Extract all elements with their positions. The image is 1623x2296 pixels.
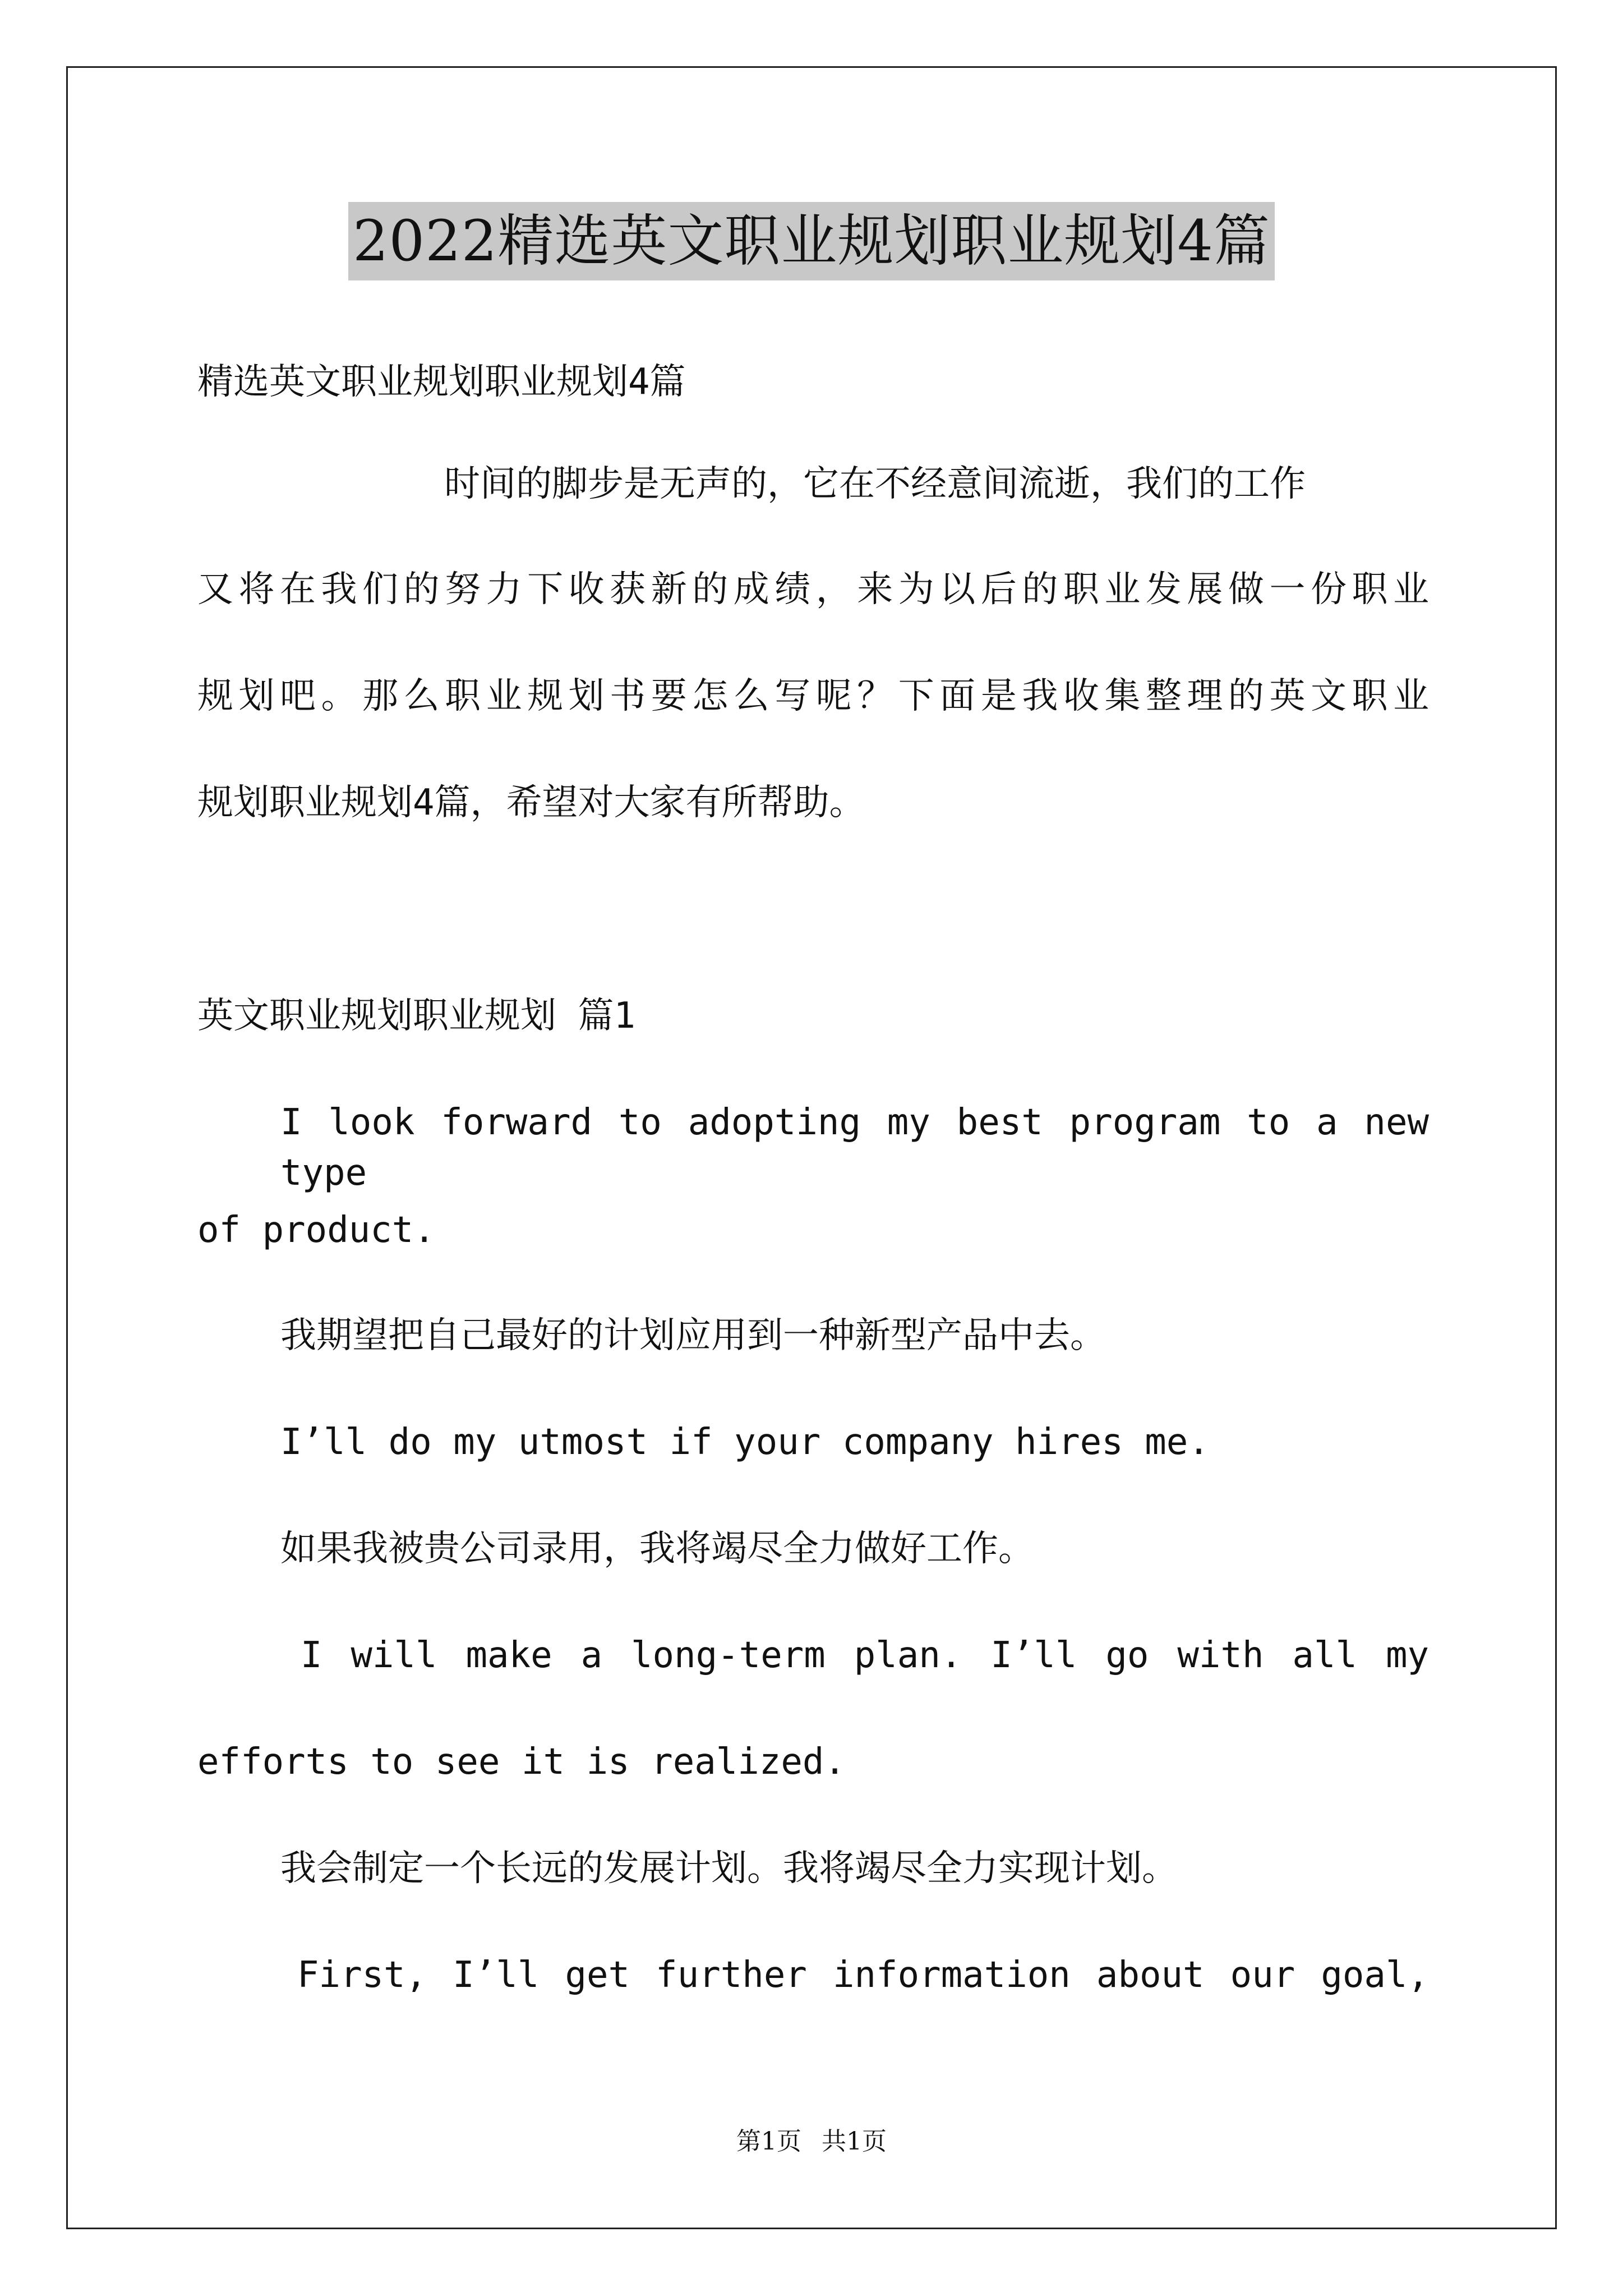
total-pages: 共1页 [822, 2127, 887, 2156]
page-number: 第1页 [736, 2127, 801, 2156]
en-line-1: I look forward to adopting my best program to a new type [280, 1102, 1429, 1194]
en-line-5: efforts to see it is realized. [197, 1741, 846, 1783]
page-footer [0, 2125, 1623, 2159]
en-line-4: I will make a long-term plan. I’ll go with all my [301, 1635, 1429, 1676]
intro-line-4: 规划职业规划4篇，希望对大家有所帮助。 [197, 782, 865, 823]
subtitle-line: 精选英文职业规划职业规划4篇 [197, 361, 686, 403]
intro-line-2: 又将在我们的努力下收获新的成绩，来为以后的职业发展做一份职业 [197, 569, 1429, 610]
intro-line-3: 规划吧。那么职业规划书要怎么写呢？下面是我收集整理的英文职业 [197, 675, 1429, 717]
document-title: 2022精选英文职业规划职业规划4篇 [348, 202, 1275, 280]
en-line-3: I’ll do my utmost if your company hires me. [280, 1421, 1210, 1463]
section-heading: 英文职业规划职业规划 篇1 [197, 995, 636, 1037]
intro-line-1: 时间的脚步是无声的，它在不经意间流逝，我们的工作 [444, 463, 1306, 505]
zh-line-2: 如果我被贵公司录用，我将竭尽全力做好工作。 [280, 1528, 1034, 1570]
zh-line-1: 我期望把自己最好的计划应用到一种新型产品中去。 [280, 1315, 1106, 1356]
en-line-6: First, I’ll get further information about our goal, [297, 1954, 1429, 1996]
title-container [0, 202, 1623, 280]
zh-line-3: 我会制定一个长远的发展计划。我将竭尽全力实现计划。 [280, 1848, 1178, 1889]
en-line-2: of product. [197, 1209, 435, 1251]
